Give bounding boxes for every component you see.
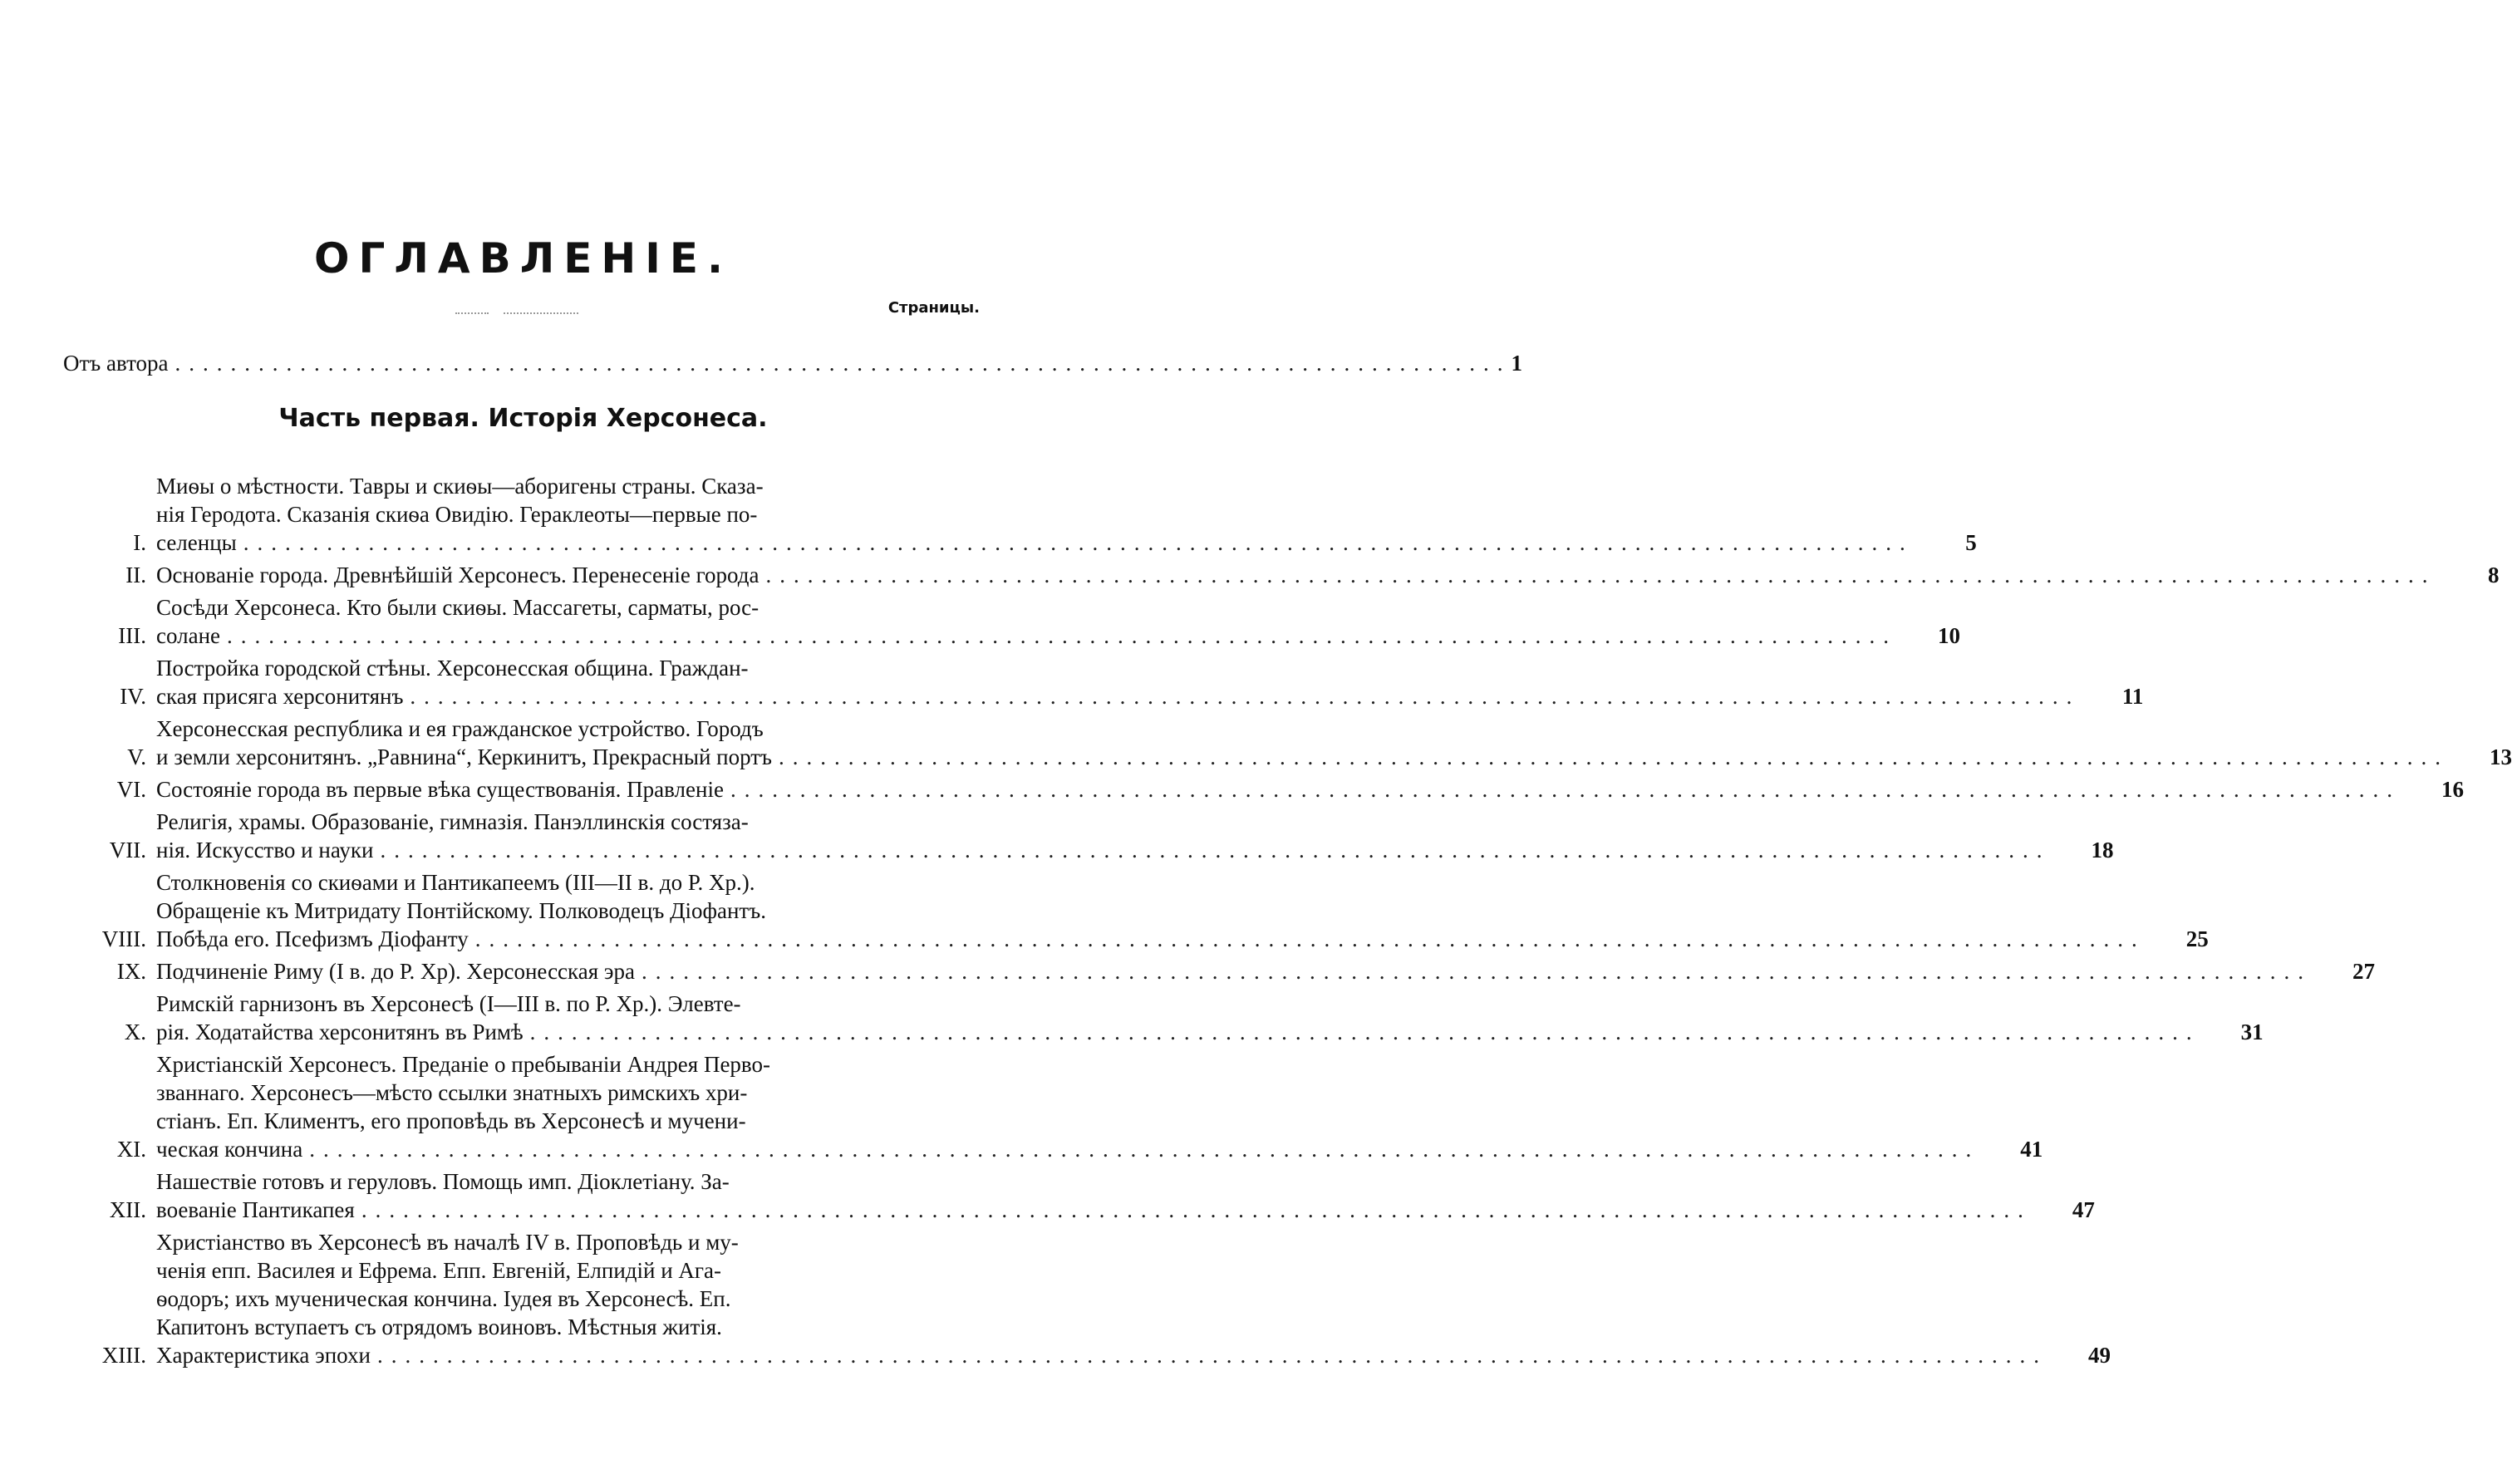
toc-entry: [80, 868, 2209, 953]
chapter-title-line: Нашествіе готовъ и геруловъ. Помощь имп. Діоклетіану. За-: [156, 1169, 730, 1194]
foreword-page: 1: [1511, 351, 1522, 376]
chapter-number: II.: [125, 563, 146, 587]
chapter-title-line: Религія, храмы. Образованіе, гимназія. Панэллинскія состяза-: [156, 809, 749, 834]
chapter-title-line: нія Геродота. Сказанія скиѳа Овидію. Гераклеоты—первые по-: [156, 502, 758, 527]
chapter-number: VIII.: [101, 926, 146, 951]
chapter-number: I.: [133, 530, 146, 555]
dot-leader: ........................................................................................................................: [474, 926, 2146, 951]
chapter-page: 18: [2091, 838, 2114, 862]
chapter-number: V.: [127, 744, 146, 769]
chapter-title-line: и земли херсонитянъ. „Равнина“, Керкинитъ, Прекрасный портъ: [156, 744, 773, 769]
chapter-title: [156, 561, 2436, 589]
chapter-title-line: селенцы: [156, 530, 237, 555]
chapter-title-line: Подчиненіе Риму (I в. до Р. Хр). Херсонесская эра: [156, 959, 635, 984]
chapter-title: [156, 593, 1897, 650]
chapter-title-line: Побѣда его. Псефизмъ Діофанту: [156, 926, 469, 951]
pages-column-label: Страницы.: [887, 299, 980, 317]
chapter-page: 27: [2352, 959, 2375, 984]
chapter-page: 25: [2185, 926, 2209, 951]
chapter-title: [156, 654, 2080, 710]
toc-entry: [80, 1167, 2095, 1224]
toc-entry: [80, 957, 2375, 985]
chapter-title-line: ченія епп. Василея и Ефрема. Епп. Евгеній, Елпидій и Ага-: [156, 1258, 721, 1283]
chapter-title-line: Обращеніе къ Митридату Понтійскому. Полководецъ Діофантъ.: [156, 898, 766, 923]
chapter-title-line: ческая кончина: [156, 1137, 303, 1162]
chapter-page: 10: [1938, 623, 1961, 648]
chapter-title-last-line: [156, 836, 2051, 864]
chapter-number: XII.: [109, 1197, 146, 1222]
chapter-title-last-line: [156, 1341, 2047, 1369]
chapter-title: [156, 1167, 2032, 1224]
dot-leader: ........................................................................................................................: [361, 1197, 2032, 1222]
chapter-title: [156, 808, 2051, 864]
dot-leader: ........................................................................................................................: [641, 959, 2312, 984]
dot-leader: ........................................................................................................................: [779, 744, 2450, 769]
chapter-title: [156, 715, 2449, 771]
chapter-title-line: рія. Ходатайства херсонитянъ въ Римѣ: [156, 1020, 524, 1044]
chapter-title-last-line: [156, 1018, 2200, 1046]
chapter-title-last-line: [156, 743, 2449, 771]
chapter-page: 49: [2087, 1343, 2111, 1368]
toc-entry: [80, 775, 2464, 803]
title-divider: [455, 312, 489, 314]
toc-entry: [80, 561, 2500, 589]
chapter-title-line: званнаго. Херсонесъ—мѣсто ссылки знатныхъ римскихъ хри-: [156, 1080, 748, 1105]
dot-leader: ........................................................................................................................: [376, 1343, 2047, 1368]
chapter-title-last-line: [156, 622, 1897, 650]
chapter-page: 11: [2121, 684, 2144, 709]
chapter-title: [156, 472, 1914, 557]
chapter-title-last-line: [156, 957, 2312, 985]
chapter-number: IX.: [116, 959, 146, 984]
chapter-title: [156, 990, 2200, 1046]
chapter-title-line: Христіанство въ Херсонесѣ въ началѣ IV в. Проповѣдь и му-: [156, 1230, 739, 1255]
chapter-title: [156, 868, 2146, 953]
chapter-title-line: Сосѣди Херсонеса. Кто были скиѳы. Массагеты, сарматы, рос-: [156, 595, 759, 620]
chapter-title: [156, 1050, 1979, 1163]
chapter-page: 16: [2441, 777, 2464, 802]
chapter-title-line: Характеристика эпохи: [156, 1343, 371, 1368]
chapter-title: [156, 1228, 2047, 1369]
chapter-title-line: Миѳы о мѣстности. Тавры и скиѳы—аборигены страны. Сказа-: [156, 474, 764, 499]
toc-entry: [80, 654, 2144, 710]
chapter-title-line: Состояніе города въ первые вѣка существованія. Правленіе: [156, 777, 724, 802]
dot-leader: ........................................................................................................................: [410, 684, 2081, 709]
chapter-page: 5: [1965, 530, 1977, 555]
chapter-number: III.: [118, 623, 146, 648]
dot-leader: ........................................................................................................................: [765, 563, 2436, 587]
toc-entry: [80, 472, 1977, 557]
toc-entry: [80, 1050, 2043, 1163]
toc-entry: [80, 1228, 2111, 1369]
chapter-title-line: нія. Искусство и науки: [156, 838, 374, 862]
chapter-title-line: ѳодоръ; ихъ мученическая кончина. Іудея въ Херсонесѣ. Еп.: [156, 1286, 731, 1311]
chapter-number: VII.: [109, 838, 146, 862]
chapter-number: XIII.: [101, 1343, 146, 1368]
chapter-title-line: Основаніе города. Древнѣйшій Херсонесъ. Перенесеніе города: [156, 563, 759, 587]
dot-leader: ................................................................................................: [175, 351, 1512, 376]
chapter-title-line: ская присяга херсонитянъ: [156, 684, 404, 709]
chapter-title-line: стіанъ. Еп. Климентъ, его проповѣдь въ Херсонесѣ и мучени-: [156, 1108, 746, 1133]
chapter-list: [80, 472, 2512, 1373]
chapter-title-last-line: [156, 1196, 2032, 1224]
toc-entry: [80, 715, 2512, 771]
chapter-title-line: Столкновенія со скиѳами и Пантикапеемъ (III—II в. до Р. Хр.).: [156, 870, 755, 895]
chapter-title-last-line: [156, 528, 1914, 557]
dot-leader: ........................................................................................................................: [730, 777, 2401, 802]
foreword-title: Отъ автора: [63, 351, 169, 376]
chapter-title-last-line: [156, 561, 2436, 589]
chapter-page: 41: [2020, 1137, 2043, 1162]
chapter-page: 13: [2490, 744, 2512, 769]
chapter-title-line: Постройка городской стѣны. Херсонесская община. Граждан-: [156, 656, 749, 681]
dot-leader: ........................................................................................................................: [309, 1137, 1980, 1162]
chapter-title-line: Херсонесская республика и ея гражданское устройство. Городъ: [156, 716, 764, 741]
dot-leader: ........................................................................................................................: [243, 530, 1914, 555]
chapter-page: 47: [2072, 1197, 2095, 1222]
chapter-title-line: Римскій гарнизонъ въ Херсонесѣ (I—III в. по Р. Хр.). Элевте-: [156, 991, 741, 1016]
dot-leader: ........................................................................................................................: [529, 1020, 2200, 1044]
chapter-number: IV.: [120, 684, 146, 709]
toc-entry-foreword: [63, 349, 1522, 377]
chapter-title-last-line: [156, 682, 2080, 710]
part-heading: Часть первая. Исторія Херсонеса.: [278, 404, 768, 433]
chapter-number: XI.: [116, 1137, 146, 1162]
toc-entry: [80, 808, 2114, 864]
dot-leader: ........................................................................................................................: [227, 623, 1898, 648]
toc-entry: [80, 593, 1961, 650]
chapter-title-last-line: [156, 1135, 1979, 1163]
chapter-number: VI.: [116, 777, 146, 802]
chapter-title-line: Капитонъ вступаетъ съ отрядомъ воиновъ. Мѣстныя житія.: [156, 1314, 722, 1339]
chapter-title: [156, 775, 2401, 803]
chapter-title-last-line: [156, 775, 2401, 803]
chapter-page: 8: [2487, 563, 2500, 587]
title-divider: [504, 312, 578, 314]
chapter-page: 31: [2240, 1020, 2264, 1044]
chapter-title-line: воеваніе Пантикапея: [156, 1197, 355, 1222]
chapter-title-line: солане: [156, 623, 221, 648]
dot-leader: ........................................................................................................................: [380, 838, 2051, 862]
toc-entry: [80, 990, 2264, 1046]
chapter-title: [156, 957, 2312, 985]
chapter-number: X.: [124, 1020, 146, 1044]
chapter-title-line: Христіанскій Херсонесъ. Преданіе о пребываніи Андрея Перво-: [156, 1052, 770, 1077]
page-title: ОГЛАВЛЕНІЕ.: [314, 234, 732, 283]
chapter-title-last-line: [156, 925, 2146, 953]
